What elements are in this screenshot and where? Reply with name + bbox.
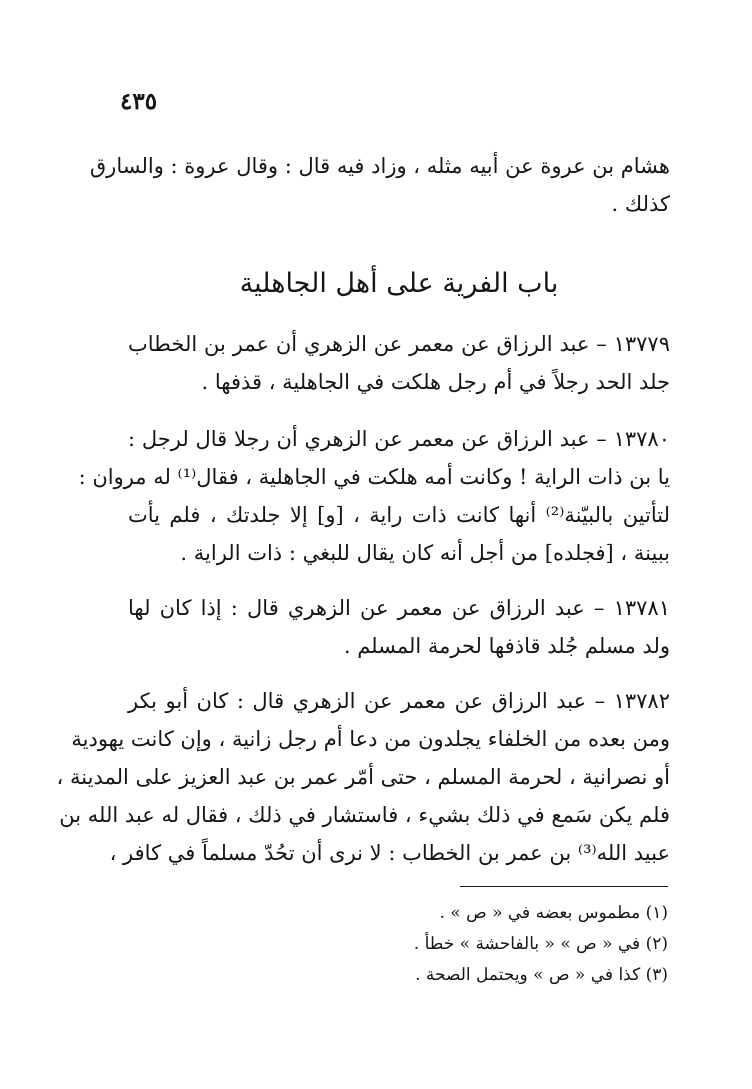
footnotes [300, 898, 668, 991]
text-line: فلم يكن سَمع في ذلك بشيء ، فاستشار في ذلك ، فقال له عبد الله بن [59, 803, 670, 827]
text-line: يا بن ذات الراية ! وكانت أمه هلكت في الجاهلية ، فقال⁽¹⁾ له مروان : [78, 465, 670, 489]
text-line: ١٣٧٨١ – عبد الرزاق عن معمر عن الزهري قال : إذا كان لها [128, 596, 670, 620]
text-line: جلد الحد رجلاً في أم رجل هلكت في الجاهلية ، قذفها . [201, 370, 670, 394]
hadith-entry-13779 [128, 325, 670, 401]
footnote-divider [460, 886, 668, 887]
chapter-heading: باب الفرية على أهل الجاهلية [239, 268, 559, 299]
hadith-entry-13780 [78, 420, 670, 572]
text-line: أو نصرانية ، لحرمة المسلم ، حتى أمّر عمر بن عبد العزيز على المدينة ، [56, 765, 670, 789]
text-line: لتأتين بالبيّنة⁽²⁾ أنها كانت ذات راية ، [و] إلا جلدتك ، فلم يأت [128, 503, 670, 527]
text-line: ١٣٧٧٩ – عبد الرزاق عن معمر عن الزهري أن عمر بن الخطاب [128, 332, 670, 356]
text-line: ولد مسلم جُلد قاذفها لحرمة المسلم . [343, 634, 670, 658]
footnote: (٣) كذا في « ص » ويحتمل الصحة . [415, 965, 668, 985]
text-line: كذلك . [611, 192, 670, 216]
text-line: هشام بن عروة عن أبيه مثله ، وزاد فيه قال : وقال عروة : والسارق [89, 154, 670, 178]
text-line: ببينة ، [فجلده] من أجل أنه كان يقال للبغي : ذات الراية . [180, 541, 670, 565]
text-line: عبيد الله⁽³⁾ بن عمر بن الخطاب : لا نرى أن تحُدّ مسلماً في كافر ، [109, 841, 670, 865]
text-line: ١٣٧٨٠ – عبد الرزاق عن معمر عن الزهري أن رجلا قال لرجل : [128, 427, 670, 451]
text-line: ومن بعده من الخلفاء يجلدون من دعا أم رجل زانية ، وإن كانت يهودية [71, 727, 670, 751]
hadith-entry-13781 [128, 589, 670, 665]
intro-paragraph [89, 147, 670, 223]
footnote: (٢) في « ص » « بالفاحشة » خطأ . [413, 934, 668, 954]
footnote: (١) مطموس بعضه في « ص » . [439, 903, 668, 923]
hadith-entry-13782 [56, 682, 670, 872]
page-number: ٤٣٥ [120, 88, 158, 115]
text-line: ١٣٧٨٢ – عبد الرزاق عن معمر عن الزهري قال : كان أبو بكر [128, 689, 670, 713]
